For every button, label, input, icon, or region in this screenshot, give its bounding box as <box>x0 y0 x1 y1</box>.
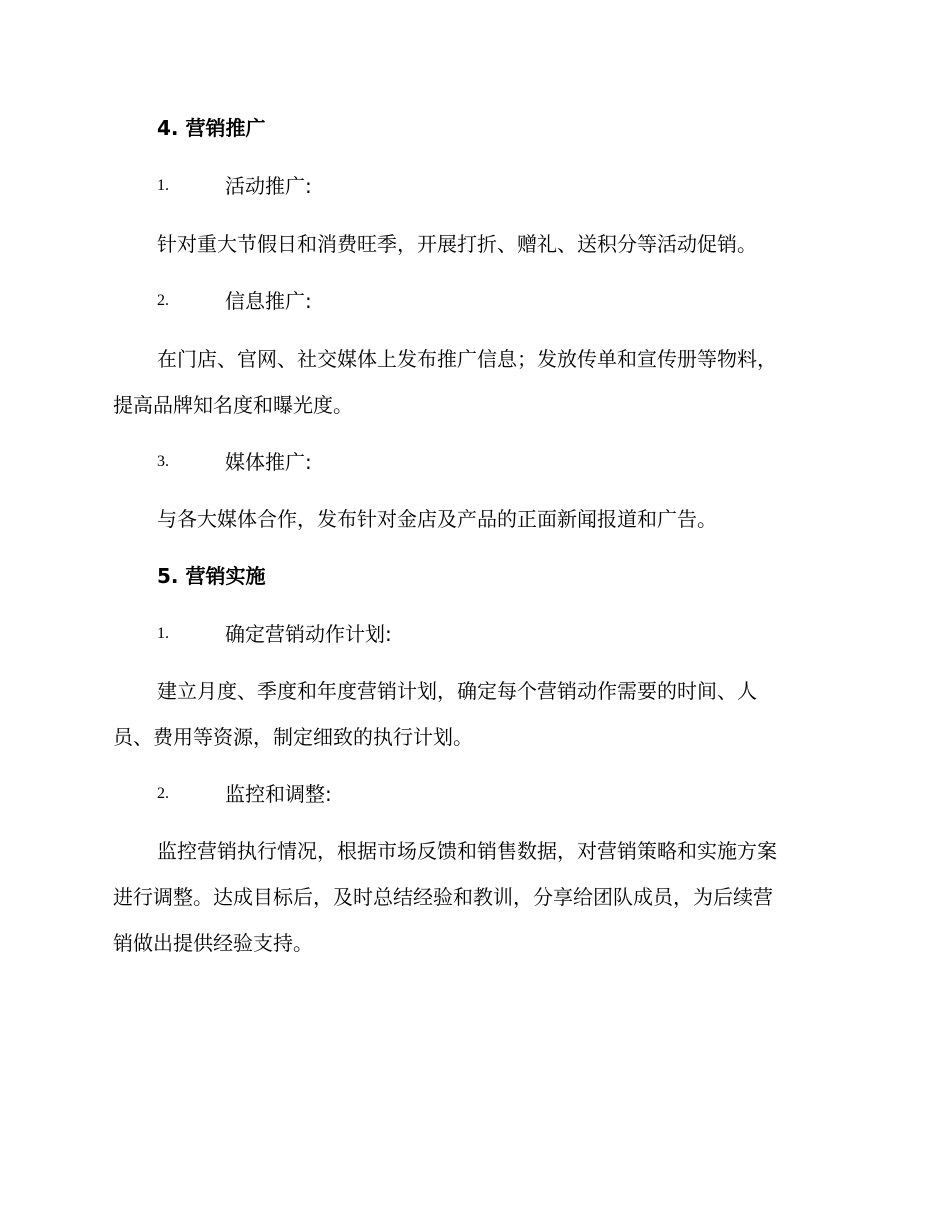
section-heading: 4. 营销推广 <box>157 116 266 140</box>
paragraph-line: 销做出提供经验支持。 <box>113 931 313 955</box>
paragraph-line: 进行调整。达成目标后，及时总结经验和教训，分享给团队成员，为后续营 <box>113 885 773 909</box>
paragraph-line: 监控营销执行情况，根据市场反馈和销售数据，对营销策略和实施方案 <box>157 839 777 863</box>
paragraph-line: 针对重大节假日和消费旺季，开展打折、赠礼、送积分等活动促销。 <box>157 232 757 256</box>
item-number: 3. <box>157 453 169 470</box>
paragraph-line: 提高品牌知名度和曝光度。 <box>113 393 353 417</box>
paragraph-line: 建立月度、季度和年度营销计划，确定每个营销动作需要的时间、人 <box>157 679 757 703</box>
item-title: 信息推广: <box>225 289 312 313</box>
item-title: 监控和调整: <box>225 782 332 806</box>
item-number: 1. <box>157 177 169 194</box>
item-number: 2. <box>157 292 169 309</box>
item-number: 1. <box>157 625 169 642</box>
item-title: 确定营销动作计划: <box>225 622 392 646</box>
item-title: 活动推广: <box>225 174 312 198</box>
paragraph-line: 员、费用等资源，制定细致的执行计划。 <box>113 725 473 749</box>
item-title: 媒体推广: <box>225 450 312 474</box>
paragraph-line: 在门店、官网、社交媒体上发布推广信息；发放传单和宣传册等物料， <box>157 347 777 371</box>
item-number: 2. <box>157 785 169 802</box>
paragraph-line: 与各大媒体合作，发布针对金店及产品的正面新闻报道和广告。 <box>157 507 717 531</box>
section-heading: 5. 营销实施 <box>157 564 266 588</box>
